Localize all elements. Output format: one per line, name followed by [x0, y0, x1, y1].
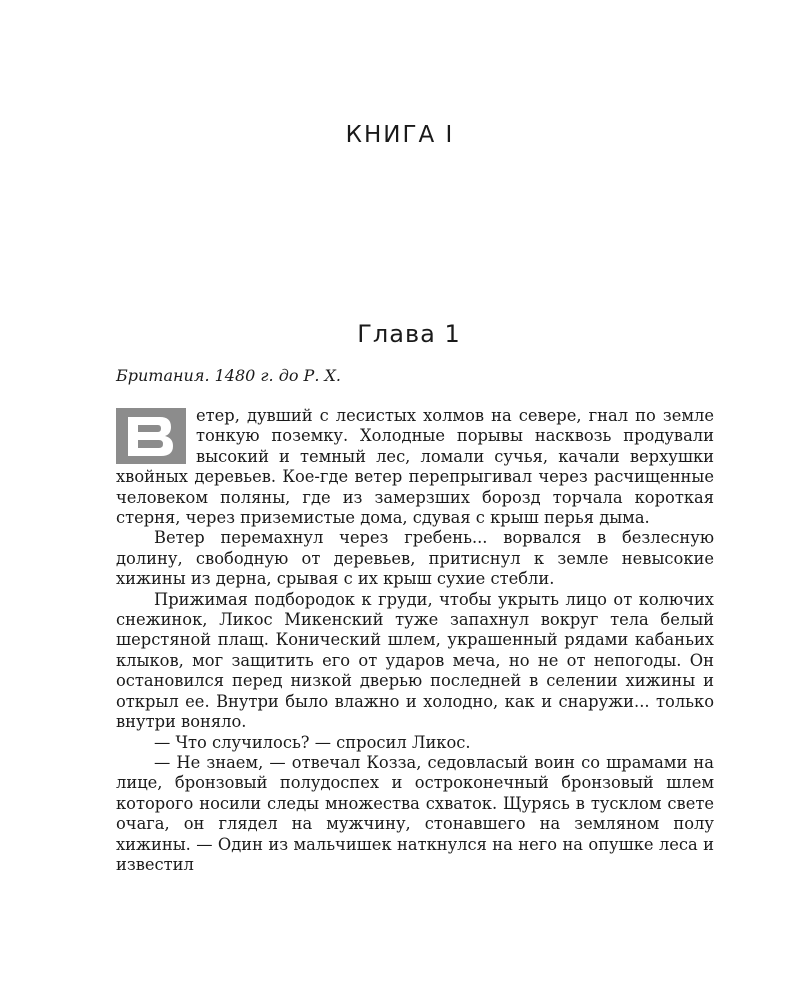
drop-cap-initial: [116, 408, 186, 464]
paragraph-1: [116, 406, 714, 528]
chapter-text: [116, 406, 714, 875]
paragraph-3: Прижимая подбородок к груди, чтобы укрыть лицо от колючих снежинок, Ликос Микенский туже запахнул вокруг тела белый шерстяной плащ. Конический шлем, украшенный рядами кабаньих клыков, мог защитить его от ударов меча, но не от непогоды. Он остановился перед низкой дверью последней в селении хижины и открыл ее. Внутри было влажно и холодно, как и снаружи... только внутри воняло.: [116, 589, 714, 732]
drop-cap-glyph: [128, 417, 173, 456]
paragraph-1-text: етер, дувший с лесистых холмов на севере, гнал по земле тонкую поземку. Холодные порывы насквозь продували высокий и темный лес, ломали сучья, качали верхушки хвойных деревьев. Кое-где ветер перепрыгивал через расчищенные человеком поляны, где из замерзших борозд торчала короткая стерня, через приземистые дома, сдувая с крыш перья дыма.: [116, 406, 714, 528]
epigraph: Британия. 1480 г. до Р. Х.: [116, 366, 341, 385]
paragraph-2: Ветер перемахнул через гребень... ворвался в безлесную долину, свободную от деревьев, притиснул к земле невысокие хижины из дерна, срывая с их крыш сухие стебли.: [116, 528, 714, 589]
book-title: КНИГА I: [345, 122, 455, 148]
paragraph-5: — Не знаем, — отвечал Козза, седовласый воин со шрамами на лице, бронзовый полудоспех и остроконечный бронзовый шлем которого носили следы множества схваток. Щурясь в тусклом свете очага, он глядел на мужчину, стонавшего на земляном полу хижины. — Один из мальчишек наткнулся на него на опушке леса и известил: [116, 752, 714, 874]
paragraph-4: — Что случилось? — спросил Ликос.: [154, 732, 471, 752]
drop-cap-letter-shape: [116, 408, 186, 464]
chapter-title: Глава 1: [357, 320, 461, 348]
drop-cap-letter: [116, 464, 117, 465]
